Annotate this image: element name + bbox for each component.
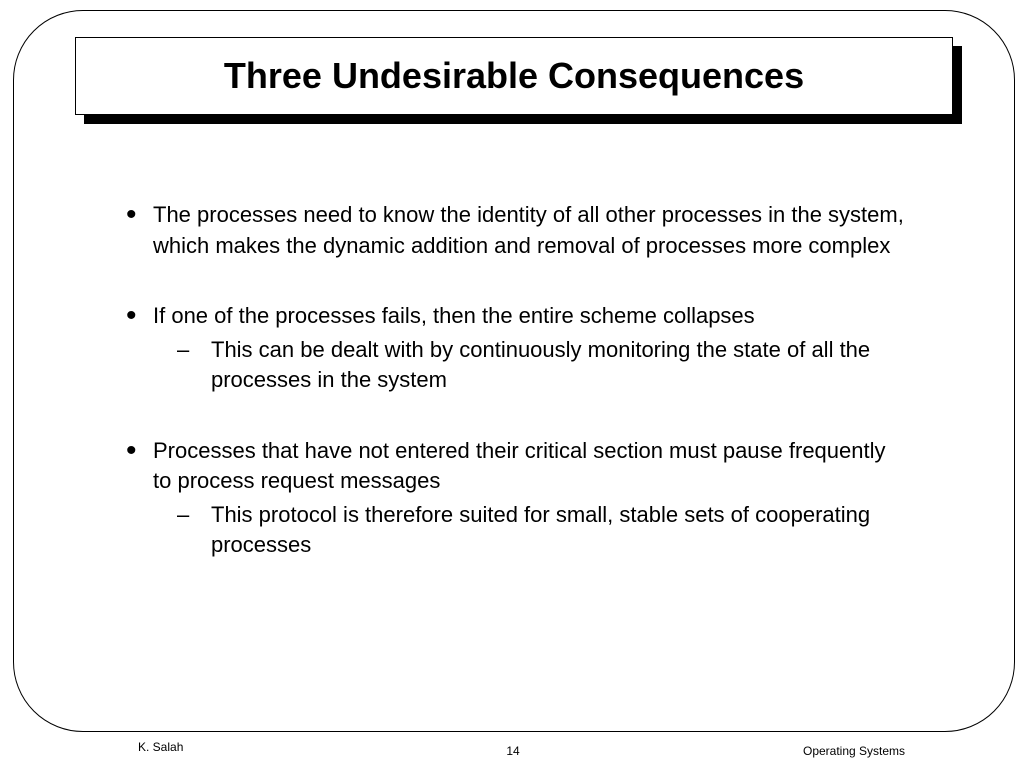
bullet-text: Processes that have not entered their critical section must pause frequently to process request messages (153, 437, 886, 493)
bullet-item-identity (126, 200, 906, 261)
title-box (75, 37, 953, 115)
bullet-dot-icon: • (126, 299, 137, 332)
bullet-text: The processes need to know the identity of all other processes in the system, which makes the dynamic addition and removal of processes more complex (153, 202, 904, 258)
dash-icon: – (177, 501, 190, 527)
bullet-item-pause (126, 433, 906, 561)
bullet-text: If one of the processes fails, then the entire scheme collapses (153, 303, 755, 328)
bullet-dot-icon: • (126, 198, 137, 231)
slide-title: Three Undesirable Consequences (223, 55, 805, 96)
dash-icon: – (177, 336, 190, 362)
sub-bullet-suitability (153, 500, 906, 561)
bullet-dot-icon: • (126, 433, 137, 467)
bullet-list (126, 200, 906, 601)
sub-bullet-text: This can be dealt with by continuously monitoring the state of all the processes in the system (211, 336, 871, 392)
footer-course: Operating Systems (803, 744, 906, 758)
footer-author: K. Salah (138, 740, 184, 754)
bullet-item-failure (126, 301, 906, 396)
footer-page-number: 14 (506, 744, 520, 758)
sub-bullet-monitoring (153, 335, 906, 396)
sub-bullet-text: This protocol is therefore suited for small, stable sets of cooperating processes (211, 501, 871, 557)
